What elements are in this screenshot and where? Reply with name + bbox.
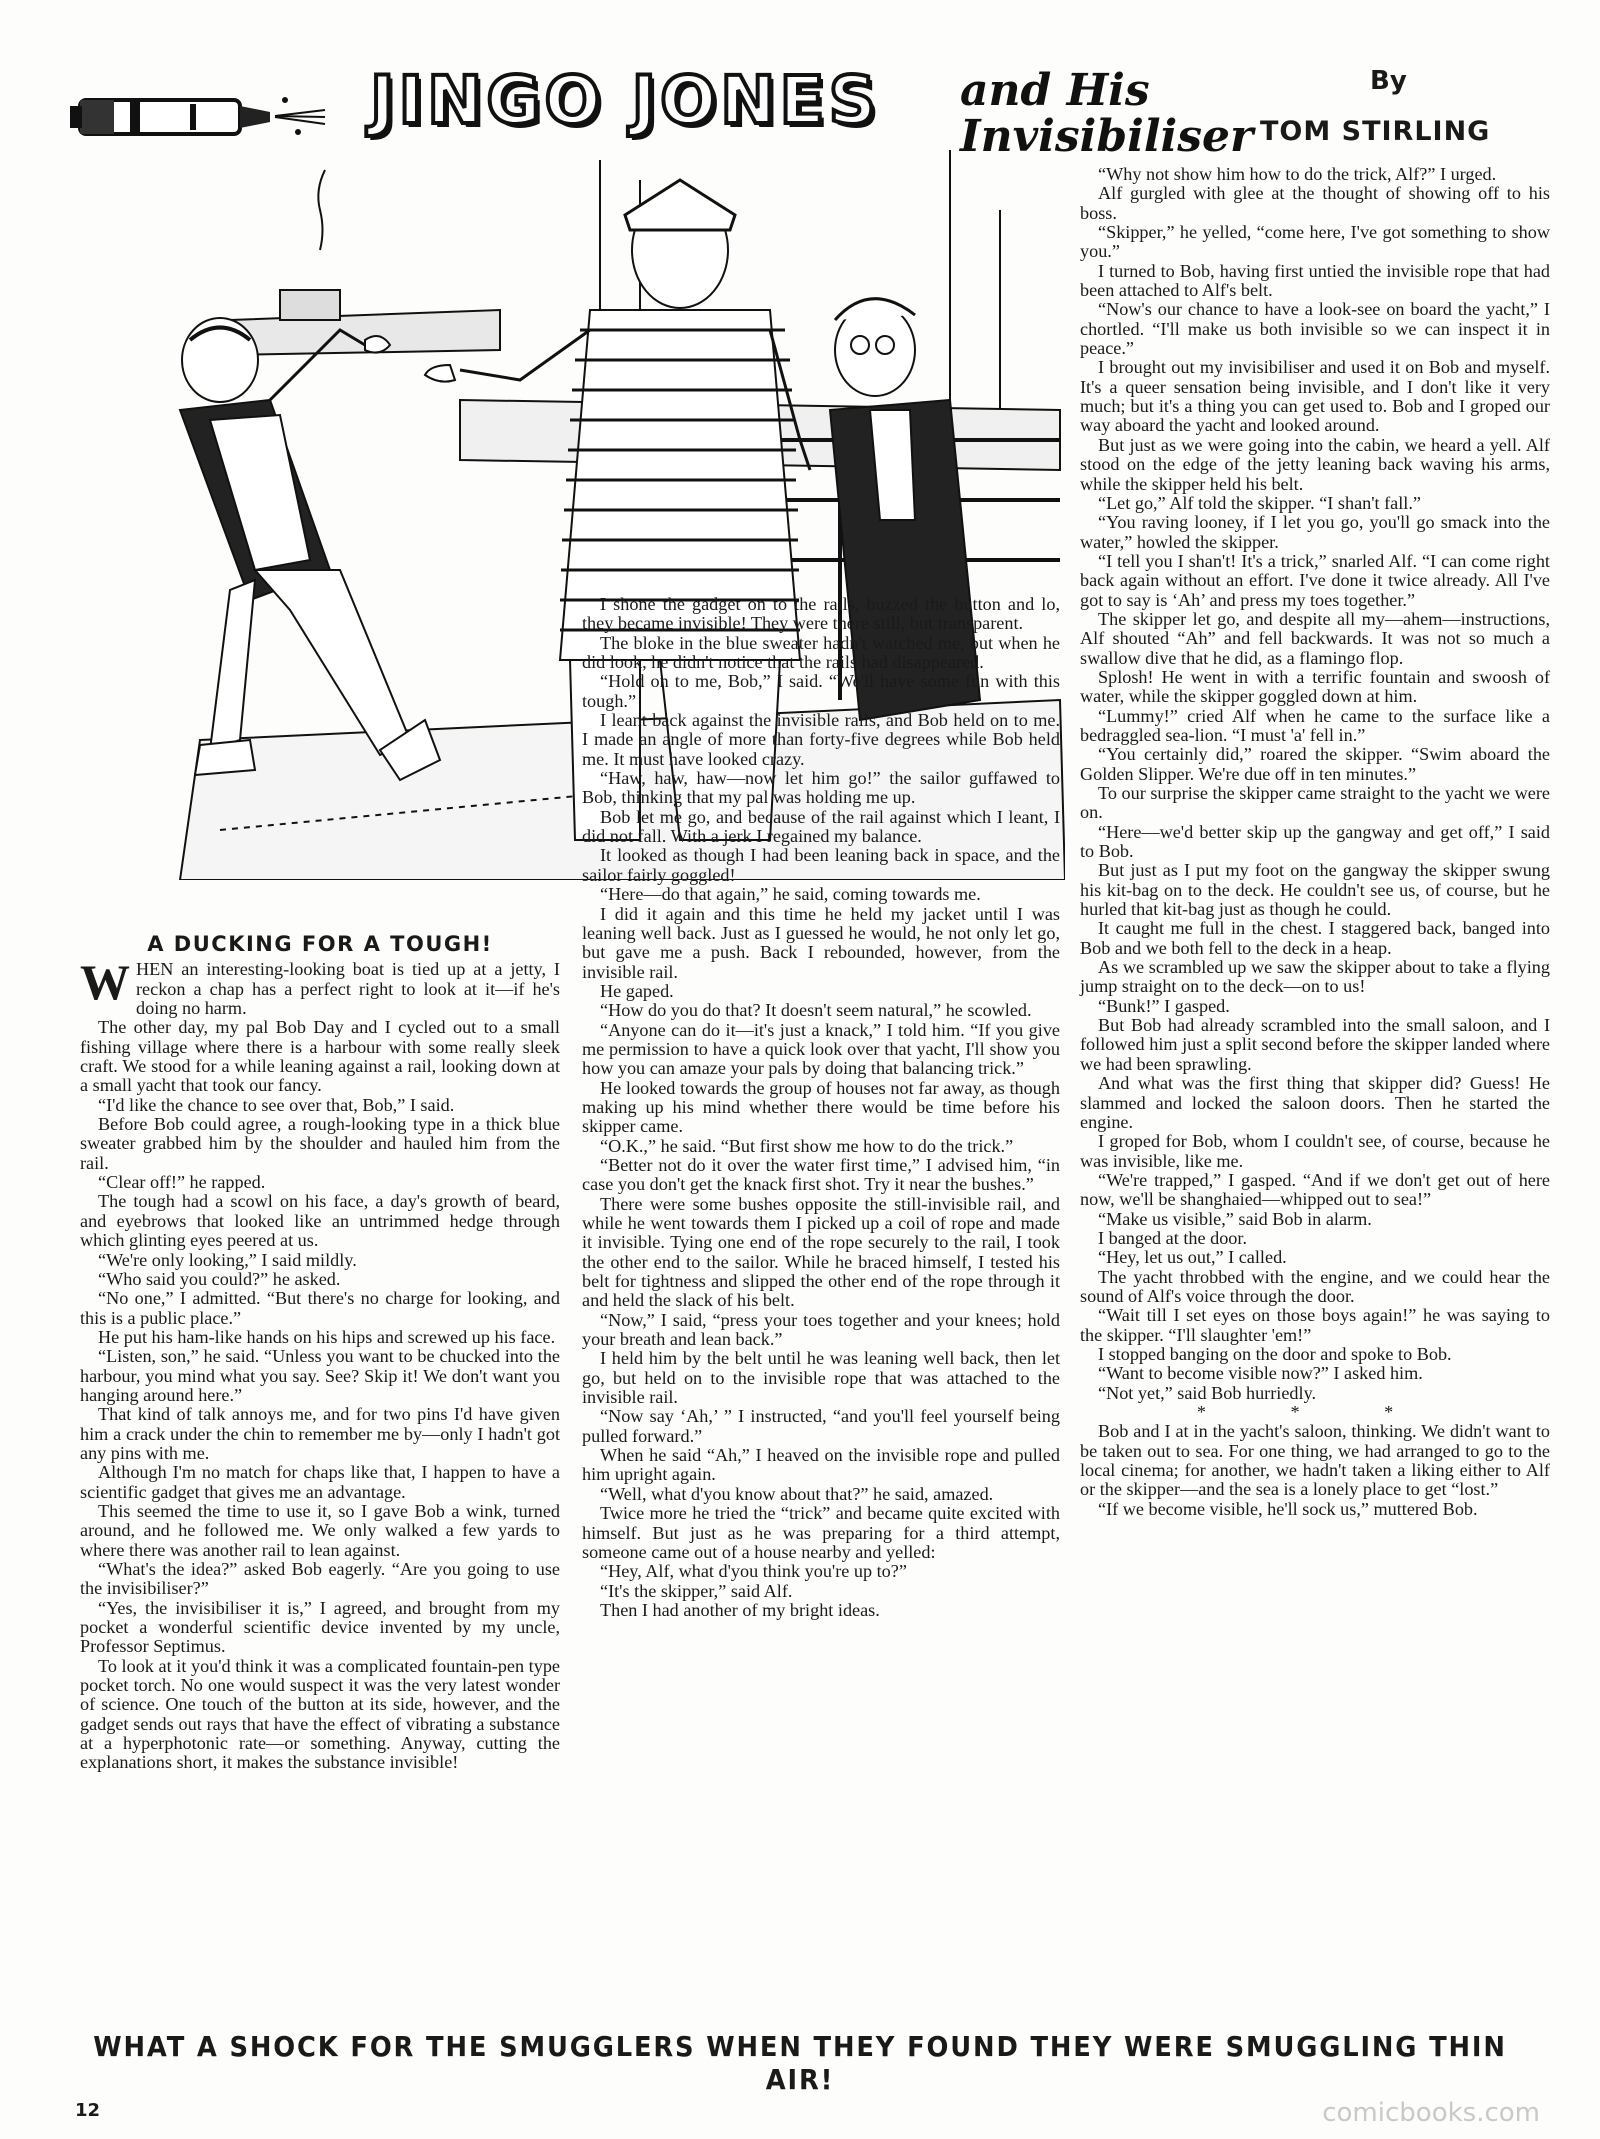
column3-paragraph: Alf gurgled with glee at the thought of showing off to his boss. bbox=[1080, 183, 1550, 223]
column3-paragraph: “You certainly did,” roared the skipper. “Swim aboard the Golden Slipper. We're due off in ten minutes.” bbox=[1080, 744, 1550, 784]
column1-paragraph: This seemed the time to use it, so I gave Bob a wink, turned around, and he followed me. We only walked a few yards to where there was another rail to lean against. bbox=[80, 1500, 560, 1560]
column1-paragraph: The other day, my pal Bob Day and I cycled out to a small fishing village where there is a harbour with some really sleek craft. We stood for a while leaning against a rail, looking down at a small yacht that took our fancy. bbox=[80, 1017, 560, 1096]
column3-paragraph: “Want to become visible now?” I asked him. bbox=[1098, 1363, 1423, 1384]
column2-paragraph: He looked towards the group of houses not far away, as though making up his mind whether there would be time before his skipper came. bbox=[582, 1077, 1060, 1137]
column3-paragraph: “Hey, let us out,” I called. bbox=[1098, 1247, 1287, 1268]
column2-paragraph: “Well, what d'you know about that?” he said, amazed. bbox=[600, 1483, 994, 1504]
column3-paragraph: “Now's our chance to have a look-see on board the yacht,” I chortled. “I'll make us both invisible so we can inspect it in peace.” bbox=[1080, 299, 1550, 359]
column3-paragraph: “Let go,” Alf told the skipper. “I shan't fall.” bbox=[1098, 492, 1421, 513]
column1-paragraph: That kind of talk annoys me, and for two pins I'd have given him a crack under the chin to remember me by—only I hadn't got any pins with me. bbox=[80, 1404, 560, 1463]
column3-paragraph: “You raving looney, if I let you go, you'll go smack into the water,” howled the skipper. bbox=[1080, 512, 1550, 552]
column3-paragraph: Splosh! He went in with a terrific fountain and swoosh of water, while the skipper goggled down at him. bbox=[1080, 666, 1550, 707]
column3-paragraph: I stopped banging on the door and spoke to Bob. bbox=[1098, 1343, 1452, 1364]
column2-paragraph: Then I had another of my bright ideas. bbox=[600, 1599, 880, 1620]
column2-paragraph: “Now,” I said, “press your toes together and your knees; hold your breath and lean back.” bbox=[582, 1309, 1060, 1350]
column3-paragraph: “If we become visible, he'll sock us,” muttered Bob. bbox=[1098, 1498, 1478, 1519]
column3-paragraph: “Wait till I set eyes on those boys again!” he was saying to the skipper. “I'll slaughter 'em!” bbox=[1080, 1305, 1550, 1345]
column3-paragraph: The skipper let go, and despite all my—ahem—instructions, Alf shouted “Ah” and fell backwards. It was not so much a swallow dive that he did, as a flamingo flop. bbox=[1080, 608, 1550, 668]
column1-paragraph-text: HEN an interesting-looking boat is tied up at a jetty, I reckon a chap has a perfect right to look at it—if he's doing no harm. bbox=[136, 959, 560, 1019]
column3-paragraph: “Here—we'd better skip up the gangway and get off,” I said to Bob. bbox=[1080, 821, 1550, 862]
column3-paragraph: But just as I put my foot on the gangway the skipper swung his kit-bag on to the deck. He couldn't see us, of course, but he hurled that kit-bag just as though he could. bbox=[1080, 860, 1550, 920]
subtitle-line-1: and His bbox=[960, 65, 1150, 116]
column2-paragraph: “Hey, Alf, what d'you think you're up to?” bbox=[600, 1561, 907, 1582]
column2-paragraph: “How do you do that? It doesn't seem natural,” he scowled. bbox=[600, 1000, 1032, 1021]
column3-paragraph: Bob and I at in the yacht's saloon, thinking. We didn't want to be taken out to sea. For one thing, we had arranged to go to the local cinema; for another, we hadn't taken a liking either to Alf or the skipper—and the sea is a lonely place to get “lost.” bbox=[1080, 1421, 1550, 1500]
column3-paragraph: “Why not show him how to do the trick, Alf?” I urged. bbox=[1098, 164, 1497, 184]
column1-paragraph: “I'd like the chance to see over that, Bob,” I said. bbox=[98, 1094, 455, 1115]
column3-paragraph: “Make us visible,” said Bob in alarm. bbox=[1098, 1208, 1372, 1229]
column2-paragraph: I held him by the belt until he was leaning well back, then let go, but held on to the invisible rope that was attached to the invisible rail. bbox=[582, 1348, 1060, 1408]
column1-paragraph bbox=[80, 954, 560, 1019]
column2-paragraph: “Hold on to me, Bob,” I said. “We'll have some fun with this tough.” bbox=[582, 671, 1060, 711]
column3-paragraph: “Skipper,” he yelled, “come here, I've got something to show you.” bbox=[1080, 222, 1550, 262]
column3-paragraph: “We're trapped,” I gasped. “And if we don't get out of here now, we'll be shanghaied—whipped out to sea!” bbox=[1080, 1169, 1550, 1210]
column1-paragraph: “What's the idea?” asked Bob eagerly. “Are you going to use the invisibiliser?” bbox=[80, 1559, 560, 1599]
column3-paragraph: “Not yet,” said Bob hurriedly. bbox=[1098, 1382, 1317, 1403]
column3-paragraph: I groped for Bob, whom I couldn't see, of course, because he was invisible, like me. bbox=[1080, 1131, 1550, 1171]
column3-paragraph: I brought out my invisibiliser and used it on Bob and myself. It's a queer sensation being invisible, and I don't like it very much; but it's a thing you can get used to. Bob and I groped our way aboard the yacht and looked around. bbox=[1080, 357, 1550, 436]
column3-paragraph: I banged at the door. bbox=[1098, 1227, 1247, 1248]
text-column-3 bbox=[1080, 165, 1550, 1519]
column3-paragraph: But just as we were going into the cabin, we heard a yell. Alf stood on the edge of the jetty leaning back waving his arms, while the skipper held his belt. bbox=[1080, 434, 1550, 494]
column2-paragraph: “Anyone can do it—it's just a knack,” I told him. “If you give me permission to have a quick look over that yacht, I'll show you how you can amaze your pals by doing that balancing trick.” bbox=[582, 1019, 1060, 1079]
column2-paragraph: I shone the gadget on to the rails, buzzed the button and lo, they became invisible! They were there still, but transparent. bbox=[582, 594, 1060, 634]
column2-paragraph: Bob let me go, and because of the rail against which I leant, I did not fall. With a jerk I regained my balance. bbox=[582, 806, 1060, 847]
text-column-2 bbox=[582, 595, 1060, 1620]
column2-paragraph: I leant back against the invisible rails, and Bob held on to me. I made an angle of more than forty-five degrees while Bob held me. It must have looked crazy. bbox=[582, 710, 1060, 769]
section-break-asterisks: * * * bbox=[1196, 1402, 1434, 1422]
byline-author: TOM STIRLING bbox=[1260, 116, 1491, 147]
section-heading: A DUCKING FOR A TOUGH! bbox=[147, 932, 493, 956]
column2-paragraph: There were some bushes opposite the still-invisible rail, and while he went towards them I picked up a coil of rope and made it invisible. Tying one end of the rope securely to the rail, I took the other end to the sailor. While he braced himself, I tested his belt for tightness and slipped the other end of the rope through it and held the slack of his belt. bbox=[582, 1193, 1060, 1311]
column1-paragraph: “Yes, the invisibiliser it is,” I agreed, and brought from my pocket a wonderful scientific device invented by my uncle, Professor Septimus. bbox=[80, 1597, 560, 1657]
page-number: 12 bbox=[75, 2100, 101, 2121]
subtitle-line-2: Invisibiliser bbox=[960, 111, 1254, 162]
column1-paragraph: The tough had a scowl on his face, a day's growth of beard, and eyebrows that looked like an untrimmed hedge through which glinting eyes peered at us. bbox=[80, 1191, 560, 1251]
column3-paragraph: And what was the first thing that skipper did? Guess! He slammed and locked the saloon doors. Then he started the engine. bbox=[1080, 1073, 1550, 1132]
site-watermark: comicbooks.com bbox=[1322, 2098, 1540, 2128]
column3-paragraph: To our surprise the skipper came straight to the yacht we were on. bbox=[1080, 783, 1550, 823]
column2-paragraph: He gaped. bbox=[600, 980, 674, 1001]
column1-paragraph: “Who said you could?” he asked. bbox=[98, 1268, 341, 1289]
column1-paragraph: “Listen, son,” he said. “Unless you want to be chucked into the harbour, you mind what you say. See? Skip it! We don't want you hanging around here.” bbox=[80, 1346, 560, 1405]
column3-paragraph: “I tell you I shan't! It's a trick,” snarled Alf. “I can come right back again without an effort. I've done it twice already. All I've got to say is ‘Ah’ and press my toes together.” bbox=[1080, 550, 1550, 610]
column1-paragraph: “We're only looking,” I said mildly. bbox=[98, 1249, 357, 1270]
column2-paragraph: “Now say ‘Ah,’ ” I instructed, “and you'll feel yourself being pulled forward.” bbox=[582, 1406, 1060, 1446]
column1-paragraph: “Clear off!” he rapped. bbox=[98, 1172, 266, 1193]
column1-paragraph: To look at it you'd think it was a complicated fountain-pen type pocket torch. No one would suspect it was the very latest wonder of science. One touch of the button at its side, however, and the gadget sends out rays that have the effect of vibrating a substance at a hyperphotonic rate—or something. Anyway, cutting the explanations short, it makes the substance invisible! bbox=[80, 1655, 560, 1773]
column1-paragraph: Although I'm no match for chaps like that, I happen to have a scientific gadget that gives me an advantage. bbox=[80, 1462, 560, 1502]
column1-paragraph: He put his ham-like hands on his hips and screwed up his face. bbox=[98, 1326, 556, 1347]
column1-paragraph: “No one,” I admitted. “But there's no charge for looking, and this is a public place.” bbox=[80, 1288, 560, 1328]
byline-by: By bbox=[1370, 66, 1407, 96]
column2-paragraph: “It's the skipper,” said Alf. bbox=[600, 1580, 793, 1601]
text-column-1 bbox=[80, 932, 560, 1773]
column2-paragraph: “Haw, haw, haw—now let him go!” the sailor guffawed to Bob, thinking that my pal was holding me up. bbox=[582, 768, 1060, 808]
column2-paragraph: When he said “Ah,” I heaved on the invisible rope and pulled him upright again. bbox=[582, 1445, 1060, 1485]
column2-paragraph: “O.K.,” he said. “But first show me how to do the trick.” bbox=[600, 1135, 1014, 1156]
column3-paragraph: “Lummy!” cried Alf when he came to the surface like a bedraggled sea-lion. “I must 'a' fell in.” bbox=[1080, 705, 1550, 745]
column2-paragraph: The bloke in the blue sweater hadn't watched me, but when he did look, he didn't notice that the rails had disappeared. bbox=[582, 632, 1060, 673]
column3-paragraph: But Bob had already scrambled into the small saloon, and I followed him just a split second before the skipper landed where we had been sprawling. bbox=[1080, 1015, 1550, 1074]
column2-paragraph: Twice more he tried the “trick” and became quite excited with himself. But just as he was preparing for a third attempt, someone came out of a house nearby and yelled: bbox=[582, 1503, 1060, 1562]
column2-paragraph: I did it again and this time he held my jacket until I was leaning well back. Just as I guessed he would, he not only let go, but gave me a push. Back I rebounded, however, from the invisible rail. bbox=[582, 903, 1060, 982]
teaser-banner: WHAT A SHOCK FOR THE SMUGGLERS WHEN THEY FOUND THEY WERE SMUGGLING THIN AIR! bbox=[93, 2030, 1507, 2096]
column2-paragraph: “Here—do that again,” he said, coming towards me. bbox=[600, 884, 981, 905]
column3-paragraph: “Bunk!” I gasped. bbox=[1098, 995, 1230, 1016]
column1-paragraph: Before Bob could agree, a rough-looking type in a thick blue sweater grabbed him by the shoulder and hauled him from the rail. bbox=[80, 1114, 560, 1173]
column2-paragraph: “Better not do it over the water first time,” I advised him, “in case you don't get the knack first shot. Try it near the bushes.” bbox=[582, 1154, 1060, 1195]
column3-paragraph: I turned to Bob, having first untied the invisible rope that had been attached to Alf's belt. bbox=[1080, 260, 1550, 301]
column3-paragraph: It caught me full in the chest. I staggered back, banged into Bob and we both fell to the deck in a heap. bbox=[1080, 918, 1550, 958]
column3-paragraph: As we scrambled up we saw the skipper about to take a flying jump straight on to the deck—on to us! bbox=[1080, 957, 1550, 997]
column2-paragraph: It looked as though I had been leaning back in space, and the sailor fairly goggled! bbox=[582, 845, 1060, 885]
story-title: JINGO JONES bbox=[370, 62, 881, 139]
column3-paragraph: The yacht throbbed with the engine, and we could hear the sound of Alf's voice through the door. bbox=[1080, 1266, 1550, 1306]
dropcap: W bbox=[80, 954, 130, 1011]
